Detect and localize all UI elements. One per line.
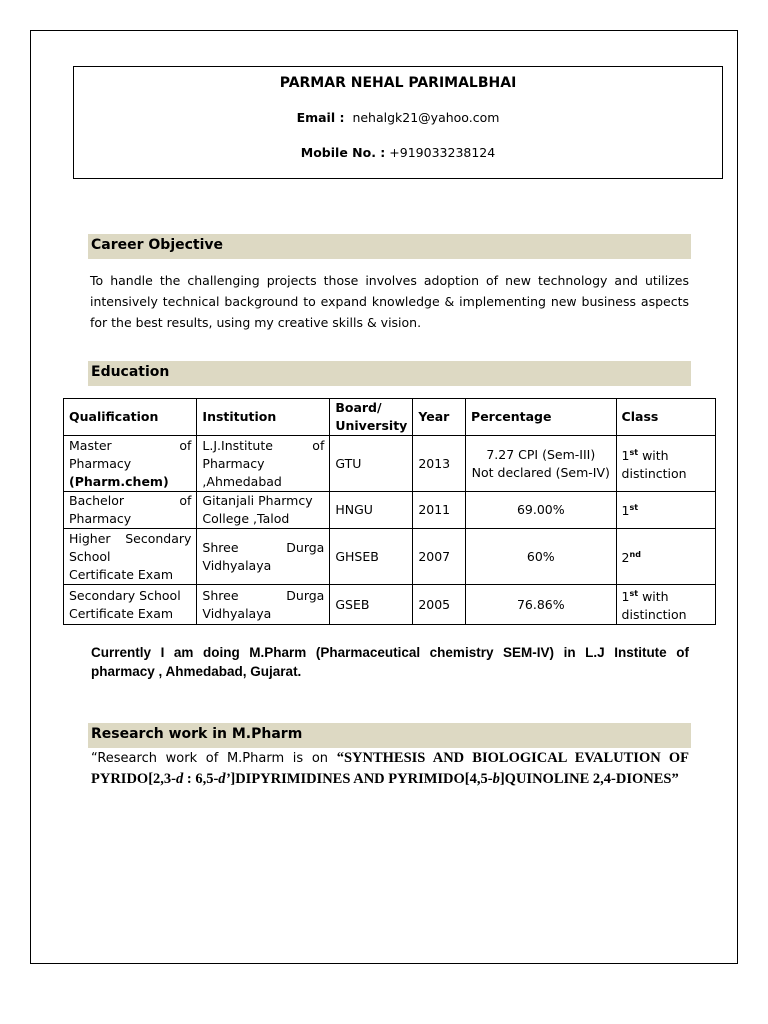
institution-line: Shree Durga: [202, 587, 325, 603]
qualification-line: Higher Secondary: [69, 530, 192, 546]
qualification-line: Secondary School: [69, 587, 181, 603]
percentage-cell: 76.86%: [466, 585, 617, 625]
current-status-text: Currently I am doing M.Pharm (Pharmaceutical chemistry SEM-IV) in L.J Institute of pharmacy , Ahmedabad, Gujarat.: [91, 645, 689, 679]
education-table: [63, 398, 716, 625]
class-line: distinction: [621, 466, 687, 482]
institution-line: Vidhyalaya: [202, 605, 272, 621]
class-number: 2: [621, 550, 630, 566]
qualification-line: Certificate Exam: [69, 605, 174, 621]
research-title-part: “SYNTHESIS AND BIOLOGICAL EVALUTION OF PYRIDO[2,3-: [91, 750, 689, 787]
mobile-value: +919033238124: [389, 145, 496, 160]
institution-line: L.J.Institute of: [202, 437, 325, 453]
table-row: [64, 529, 716, 585]
research-title-part: d: [175, 771, 184, 787]
class-suffix: st: [629, 503, 639, 513]
qualification-line: Master of: [69, 437, 192, 453]
class-suffix: nd: [629, 549, 641, 559]
year-cell: 2007: [413, 529, 466, 585]
board-cell: GSEB: [330, 585, 413, 625]
qualification-cell: [64, 436, 197, 492]
institution-line: Gitanjali Pharmcy: [202, 493, 313, 508]
table-row: [64, 585, 716, 625]
qualification-line: Certificate Exam: [69, 566, 174, 582]
class-cell: [616, 436, 715, 492]
class-number: 1: [621, 589, 630, 605]
research-title-part: ]DIPYRIMIDINES AND PYRIMIDO[4,5-: [230, 771, 493, 787]
institution-line: Shree Durga: [202, 539, 325, 555]
table-header-row: [64, 399, 716, 436]
column-header: Class: [616, 399, 715, 436]
qualification-line: Bachelor of: [69, 493, 192, 508]
institution-cell: [197, 585, 330, 625]
board-cell: HNGU: [330, 492, 413, 529]
institution-cell: [197, 529, 330, 585]
percentage-cell: 69.00%: [466, 492, 617, 529]
institution-line: Vidhyalaya: [202, 557, 272, 573]
class-rest: with: [638, 589, 669, 605]
research-text: [91, 748, 689, 790]
career-objective-text: To handle the challenging projects those involves adoption of new technology and utilizes intensively technical background to expand knowledge & implementing new business aspects for the best results, using my creative skills & vision.: [90, 273, 689, 330]
board-cell: GHSEB: [330, 529, 413, 585]
email-value: nehalgk21@yahoo.com: [352, 110, 500, 125]
mobile-label: Mobile No. :: [300, 145, 386, 160]
research-title-part: ]QUINOLINE 2,4-DIONES”: [499, 771, 679, 787]
class-number: 1: [621, 448, 630, 464]
year-cell: 2005: [413, 585, 466, 625]
year-cell: 2013: [413, 436, 466, 492]
column-header: Board/ University: [330, 399, 413, 436]
year-cell: 2011: [413, 492, 466, 529]
percentage-line: Not declared (Sem-IV): [471, 464, 610, 480]
institution-line: Pharmacy: [202, 455, 265, 471]
qualification-line: Pharmacy: [69, 455, 132, 471]
email-line: [74, 110, 722, 125]
research-intro: “Research work of M.Pharm is on: [91, 751, 337, 766]
candidate-name: PARMAR NEHAL PARIMALBHAI: [279, 75, 517, 91]
institution-line: College ,Talod: [202, 511, 290, 526]
qualification-cell: [64, 492, 197, 529]
percentage-cell: [466, 436, 617, 492]
table-row: [64, 492, 716, 529]
column-header: Percentage: [466, 399, 617, 436]
percentage-line: 7.27 CPI (Sem-III): [486, 446, 596, 462]
column-header: Institution: [197, 399, 330, 436]
institution-cell: [197, 436, 330, 492]
research-heading: Research work in M.Pharm: [88, 723, 691, 748]
contact-header: [73, 66, 723, 179]
research-title-part: b: [492, 771, 500, 787]
institution-line: ,Ahmedabad: [202, 473, 282, 489]
class-rest: with: [638, 448, 669, 464]
institution-cell: [197, 492, 330, 529]
class-cell: [616, 585, 715, 625]
research-title-part: d’: [218, 771, 231, 787]
column-header: Year: [413, 399, 466, 436]
class-suffix: st: [629, 447, 639, 457]
table-row: [64, 436, 716, 492]
qualification-line: Pharmacy: [69, 511, 132, 526]
research-title-part: : 6,5-: [183, 771, 219, 787]
qualification-cell: [64, 585, 197, 625]
career-objective-heading: Career Objective: [88, 234, 691, 259]
qualification-cell: [64, 529, 197, 585]
class-line: distinction: [621, 607, 687, 623]
mobile-line: [74, 145, 722, 160]
email-label: Email :: [296, 110, 345, 125]
percentage-cell: 60%: [466, 529, 617, 585]
class-suffix: st: [629, 589, 639, 598]
column-header: Qualification: [64, 399, 197, 436]
board-cell: GTU: [330, 436, 413, 492]
education-heading: Education: [88, 361, 691, 386]
qualification-line: School: [69, 548, 111, 564]
qualification-line: (Pharm.chem): [69, 473, 169, 489]
class-cell: [616, 529, 715, 585]
class-cell: [616, 492, 715, 529]
class-number: 1: [621, 503, 630, 519]
